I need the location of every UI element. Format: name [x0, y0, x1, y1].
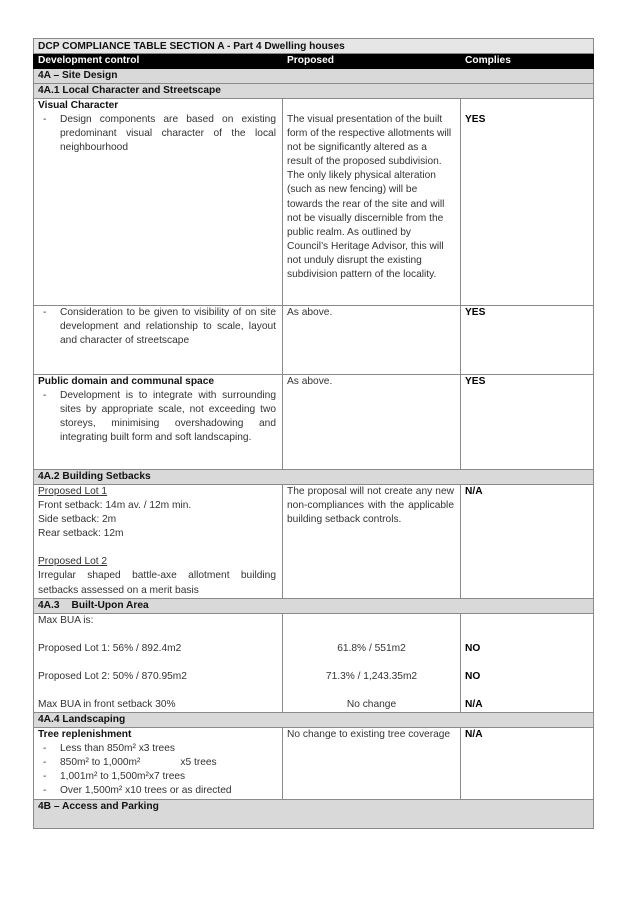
section-row [34, 713, 594, 728]
list-item: - Development is to integrate with surrounding sites by appropriate scale, not exceeding two storeys, minimising overshadowing and integrating built form and soft landscaping. [43, 390, 276, 444]
lot2-setback-label: Proposed Lot 2 [38, 556, 108, 568]
visual-character-control: Design components are based on existing predominant visual character of the local neighbourhood [60, 114, 276, 154]
public-domain-control: Development is to integrate with surrounding sites by appropriate scale, not exceeding two storeys, minimising overshadowing and integrating built form and soft landscaping. [60, 390, 276, 444]
visibility-control: Consideration to be given to visibility of on site development and relationship to scale, layout and character of streetscape [60, 307, 276, 347]
bua-max-label: Max BUA is: [38, 614, 94, 626]
lot1-front-setback: Front setback: 14m av. / 12m min. [38, 500, 192, 512]
table-row [34, 485, 594, 599]
tree-item-1: Less than 850m² x3 trees [60, 743, 175, 755]
setbacks-proposed: The proposal will not create any new non-compliances with the applicable building setback controls. [283, 485, 461, 599]
visual-character-complies: YES [461, 99, 594, 306]
section-row [34, 799, 594, 828]
table-row [34, 728, 594, 799]
setbacks-complies: N/A [461, 485, 594, 599]
visual-character-proposed: The visual presentation of the built form of the respective allotments will not be significantly altered as a result of the proposed subdivision. The only likely physical alteration (such as new fencing) will be towards the rear of the site and will not be visually discernible from the public realm. As outlined by Council’s Heritage Advisor, this will not unduly disrupt the existing subdivision pattern of the locality. [283, 99, 461, 306]
table-row [34, 613, 594, 712]
list-item: - Over 1,500m² x10 trees or as directed [43, 785, 232, 797]
trees-complies: N/A [461, 728, 594, 799]
section-row [34, 84, 594, 99]
public-domain-heading: Public domain and communal space [38, 376, 215, 387]
public-domain-proposed: As above. [283, 375, 461, 470]
bua-front-control: Max BUA in front setback 30% [38, 698, 176, 710]
section-row [34, 470, 594, 485]
table-title: DCP COMPLIANCE TABLE SECTION A - Part 4 Dwelling houses [34, 39, 594, 54]
header-proposed: Proposed [283, 54, 461, 69]
tree-item-2b: x5 trees [180, 757, 217, 769]
lot1-rear-setback: Rear setback: 12m [38, 528, 124, 540]
tree-item-4: Over 1,500m² x10 trees or as directed [60, 785, 232, 797]
trees-proposed: No change to existing tree coverage [283, 728, 461, 799]
list-item: - 850m² to 1,000m² x5 trees [43, 757, 217, 769]
bua-lot2-complies: NO [465, 670, 481, 682]
lot2-setback-text: Irregular shaped battle-axe allotment building setbacks assessed on a merit basis [38, 570, 276, 596]
bua-lot1-control: Proposed Lot 1: 56% / 892.4m2 [38, 642, 182, 654]
lot1-setback-label: Proposed Lot 1 [38, 486, 108, 497]
section-site-design: 4A – Site Design [34, 69, 594, 84]
header-complies: Complies [461, 54, 594, 69]
compliance-table [33, 38, 594, 829]
bua-lot2-control: Proposed Lot 2: 50% / 870.95m2 [38, 670, 187, 682]
section-bua-number: 4A.3 [38, 599, 60, 611]
list-item: - Less than 850m² x3 trees [43, 743, 175, 755]
section-setbacks: 4A.2 Building Setbacks [34, 470, 594, 485]
section-row [34, 598, 594, 613]
bua-lot1-complies: NO [465, 642, 481, 654]
compliance-document [33, 38, 593, 829]
table-row [34, 375, 594, 470]
bua-front-proposed: No change [346, 698, 397, 710]
lot1-side-setback: Side setback: 2m [38, 514, 117, 526]
list-item: - 1,001m² to 1,500m²x7 trees [43, 771, 186, 783]
table-header-row [34, 54, 594, 69]
section-local-character: 4A.1 Local Character and Streetscape [34, 84, 594, 99]
tree-replenishment-heading: Tree replenishment [38, 729, 132, 741]
table-row [34, 306, 594, 375]
section-access-parking: 4B – Access and Parking [34, 799, 594, 828]
table-row [34, 99, 594, 306]
visibility-complies: YES [461, 306, 594, 375]
table-title-row [34, 39, 594, 54]
header-development-control: Development control [34, 54, 283, 69]
tree-item-3: 1,001m² to 1,500m²x7 trees [60, 771, 186, 783]
public-domain-complies: YES [461, 375, 594, 470]
list-item: - Design components are based on existing predominant visual character of the local neighbourhood [43, 114, 276, 154]
section-row [34, 69, 594, 84]
bua-lot2-proposed: 71.3% / 1,243.35m2 [325, 670, 418, 682]
bua-lot1-proposed: 61.8% / 551m2 [337, 642, 406, 654]
visibility-proposed: As above. [283, 306, 461, 375]
section-landscaping: 4A.4 Landscaping [34, 713, 594, 728]
list-item: - Consideration to be given to visibility of on site development and relationship to scale, layout and character of streetscape [43, 307, 276, 347]
section-bua-label: Built-Upon Area [71, 599, 149, 611]
bua-front-complies: N/A [465, 698, 483, 710]
tree-item-2a: 850m² to 1,000m² [60, 757, 141, 769]
visual-character-heading: Visual Character [38, 100, 119, 111]
